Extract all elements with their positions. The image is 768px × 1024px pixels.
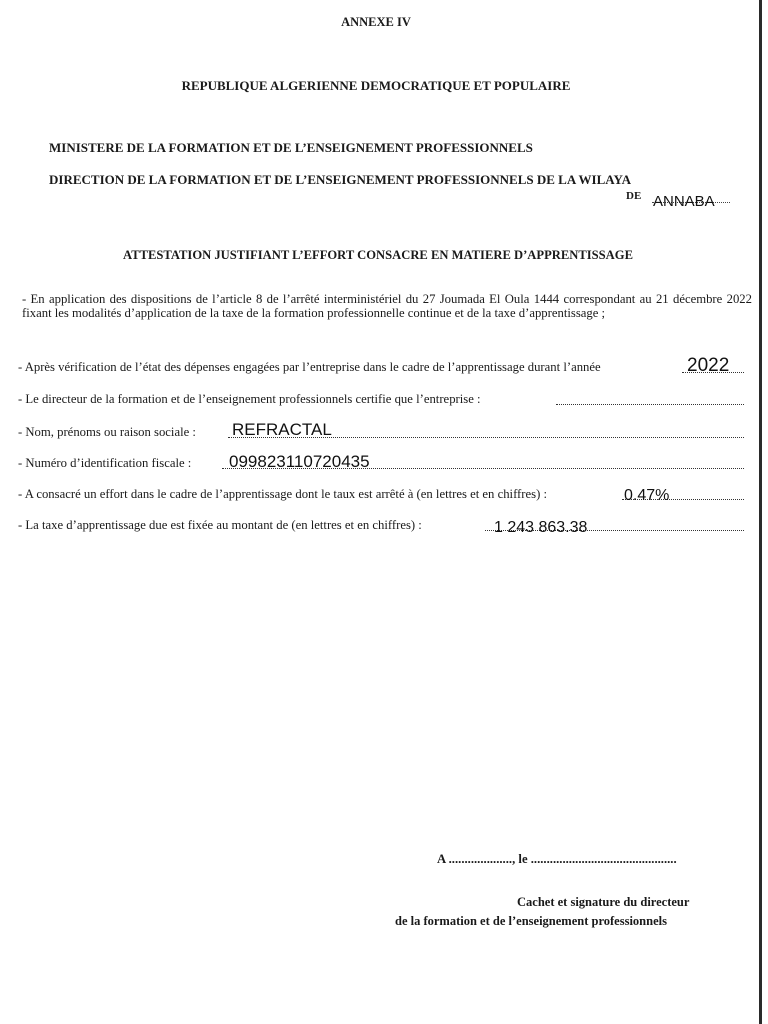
- direction-heading: DIRECTION DE LA FORMATION ET DE L’ENSEIGNEMENT PROFESSIONNELS DE LA WILAYA: [49, 172, 632, 187]
- ministere-heading: MINISTERE DE LA FORMATION ET DE L’ENSEIGNEMENT PROFESSIONNELS: [49, 140, 533, 155]
- taxe-label: - La taxe d’apprentissage due est fixée au montant de (en lettres et en chiffres) :: [18, 518, 422, 532]
- certifie-dots: [556, 394, 744, 405]
- nom-value: REFRACTAL: [232, 420, 332, 439]
- cachet-label: Cachet et signature du directeur: [517, 895, 690, 909]
- nom-label: - Nom, prénoms ou raison sociale :: [18, 425, 196, 439]
- place-date-line: A ...................., le ..............................................: [437, 852, 677, 866]
- annexe-heading: ANNEXE IV: [341, 15, 411, 29]
- effort-label: - A consacré un effort dans le cadre de l’apprentissage dont le taux est arrêté à (en lettres et en chiffres) :: [18, 487, 548, 501]
- verification-label: - Après vérification de l’état des dépenses engagées par l’entreprise dans le cadre de l’apprentissage durant l’année: [18, 360, 601, 374]
- page-edge-border: [759, 0, 762, 1024]
- republique-heading: REPUBLIQUE ALGERIENNE DEMOCRATIQUE ET POPULAIRE: [181, 78, 571, 93]
- nif-label: - Numéro d’identification fiscale :: [18, 456, 192, 470]
- wilaya-value: ANNABA: [653, 193, 715, 210]
- verification-year-value: 2022: [687, 355, 730, 376]
- certifie-label: - Le directeur de la formation et de l’enseignement professionnels certifie que l’entreprise :: [18, 392, 481, 406]
- taxe-value: 1 243 863.38: [494, 519, 588, 536]
- nif-value: 099823110720435: [229, 452, 370, 471]
- attestation-title: ATTESTATION JUSTIFIANT L’EFFORT CONSACRE EN MATIERE D’APPRENTISSAGE: [123, 248, 633, 262]
- effort-value: 0.47%: [624, 487, 670, 504]
- de-label: DE: [626, 190, 642, 202]
- intro-paragraph: - En application des dispositions de l’article 8 de l’arrêté interministériel du 27 Joumada El Oula 1444 correspondant au 21 décembre 2022 fixant les modalités d’application de la taxe de la formation professionnelle continue et de la taxe d’apprentissage ;: [22, 292, 752, 320]
- formation-label: de la formation et de l’enseignement professionnels: [395, 914, 667, 928]
